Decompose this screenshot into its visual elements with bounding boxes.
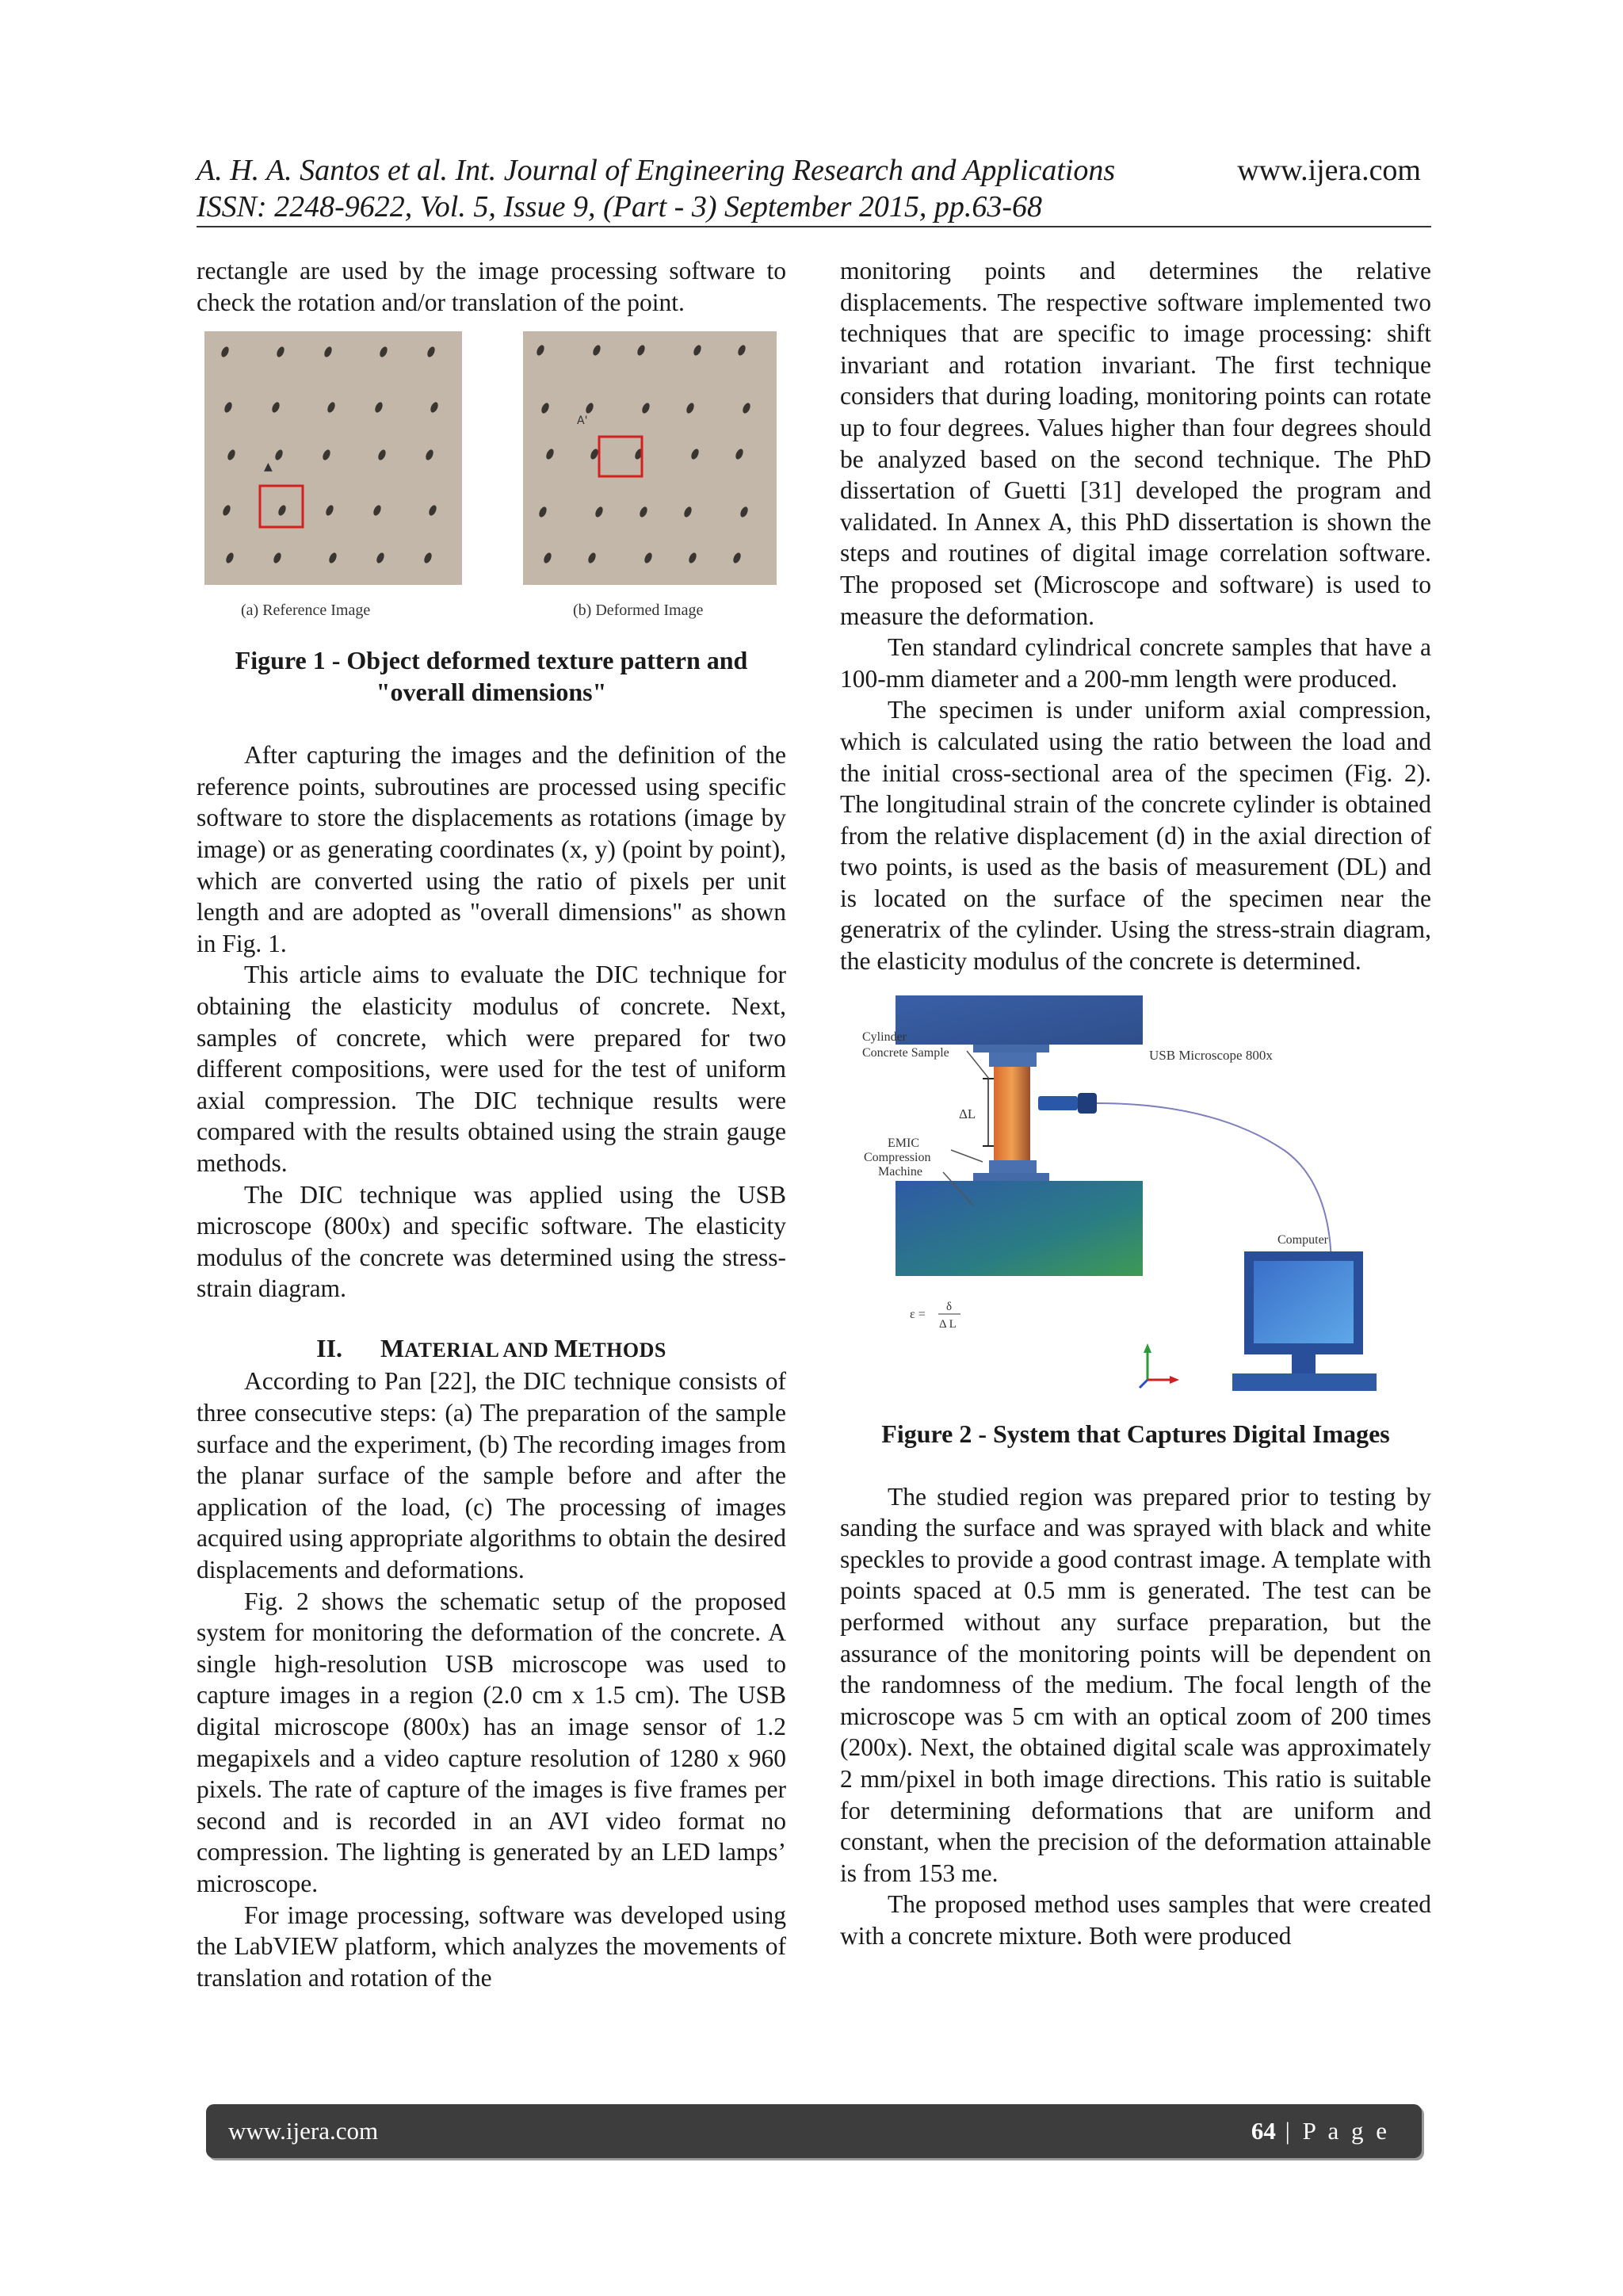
- issn-line: ISSN: 2248-9622, Vol. 5, Issue 9, (Part - 3) September 2015, pp.63-68: [197, 190, 1043, 223]
- subcaption-b: (b) Deformed Image: [573, 602, 704, 620]
- paragraph: According to Pan [22], the DIC technique consists of three consecutive steps: (a) The preparation of the sample surface and the experiment, (b) The recording images from the planar surface of the sample before and after the application of the load, (c) The processing of images acquired using appropriate algorithms to obtain the desired displacements and deformations.: [197, 1367, 786, 1584]
- svg-text:Machine: Machine: [878, 1164, 922, 1179]
- usb-label: USB Microscope 800x: [1149, 1047, 1273, 1063]
- usb-microscope: [1078, 1093, 1097, 1114]
- paragraph: The studied region was prepared prior to testing by sanding the surface and was sprayed with black and white speckles to provide a good contrast image. A template with points spaced at 0.5 mm is generated. The test can be performed without any surface preparation, but the assurance of the monitoring points will be dependent on the randomness of the medium. The focal length of the microscope was 5 cm with an optical zoom of 200 times (200x). Next, the obtained digital scale was approximately 2 mm/pixel in both image directions. This ratio is suitable for determining deformations that are uniform and constant, when the precision of the deformation attainable is from 153 me.: [840, 1482, 1431, 1887]
- page-number: 64 | P a g e: [1251, 2117, 1390, 2145]
- right-column: [840, 255, 1431, 1952]
- left-column: [197, 255, 786, 1993]
- svg-text:Compression: Compression: [864, 1150, 931, 1164]
- delta-l-label: ΔL: [959, 1106, 976, 1121]
- header-website[interactable]: www.ijera.com: [1237, 154, 1421, 187]
- svg-text:δ: δ: [946, 1300, 953, 1313]
- page-footer: [206, 2104, 1422, 2158]
- paragraph: The proposed method uses samples that were created with a concrete mixture. Both were produced: [840, 1890, 1431, 1950]
- paragraph: rectangle are used by the image processing software to check the rotation and/or translation of the point.: [197, 257, 786, 316]
- paragraph: Ten standard cylindrical concrete samples that have a 100-mm diameter and a 200-mm length were produced.: [840, 633, 1431, 693]
- svg-text:EMIC: EMIC: [888, 1136, 919, 1150]
- svg-text:A': A': [577, 415, 588, 428]
- figure-2-caption: Figure 2 - System that Captures Digital Images: [881, 1419, 1390, 1448]
- header-divider: [197, 226, 1431, 227]
- figure-1: [197, 327, 786, 636]
- paragraph: Fig. 2 shows the schematic setup of the proposed system for monitoring the deformation of the concrete. A single high-resolution USB microscope was used to capture images in a region (2.0 cm x 1.5 cm). The USB digital microscope (800x) has an image sensor of 1.2 megapixels and a video capture resolution of 1280 x 960 pixels. The rate of capture of the images is five frames per second and is recorded in an AVI video format no compression. The lighting is generated by an LED lamps’ microscope.: [197, 1587, 786, 1897]
- machine-base: [896, 1181, 1143, 1276]
- svg-text:▲: ▲: [264, 460, 273, 474]
- journal-citation: A. H. A. Santos et al. Int. Journal of Engineering Research and Applications: [197, 154, 1116, 187]
- figure-2-image: [840, 991, 1431, 1404]
- paragraph: This article aims to evaluate the DIC technique for obtaining the elasticity modulus of concrete. Next, samples of concrete, which were prepared for two different compositions, were used for the test of uniform axial compression. The DIC technique results were compared with the results obtained using the strain gauge methods.: [197, 961, 786, 1177]
- paragraph: The DIC technique was applied using the USB microscope (800x) and specific software. The elasticity modulus of the concrete was determined using the stress-strain diagram.: [197, 1180, 786, 1303]
- machine-top-plate: [896, 995, 1143, 1045]
- subcaption-a: (a) Reference Image: [241, 602, 371, 620]
- paragraph: For image processing, software was developed using the LabVIEW platform, which analyzes the movements of translation and rotation of the: [197, 1901, 786, 1992]
- figure-1-image: [197, 327, 786, 636]
- footer-website[interactable]: www.ijera.com: [228, 2117, 379, 2145]
- paragraph: monitoring points and determines the relative displacements. The respective software implemented two techniques that are specific to image processing: shift invariant and rotation invariant. The first technique considers that during loading, monitoring points can rotate up to four degrees. Values higher than four degrees should be analyzed based on the second technique. The PhD dissertation of Guetti [31] developed the program and validated. In Annex A, this PhD dissertation is shown the steps and routines of digital image correlation software. The proposed set (Microscope and software) is used to measure the deformation.: [840, 257, 1431, 630]
- svg-text:ε =: ε =: [910, 1307, 926, 1321]
- section-number: II.: [316, 1333, 343, 1362]
- svg-text:Concrete Sample: Concrete Sample: [862, 1045, 949, 1060]
- svg-text:Cylinder: Cylinder: [862, 1030, 907, 1044]
- reference-image-panel: [204, 331, 462, 585]
- paragraph: After capturing the images and the definition of the reference points, subroutines are processed using specific software to store the displacements as rotations (image by image) or as generating coordinates (x, y) (point by point), which are converted using the ratio of pixels per unit length and are adopted as "overall dimensions" as shown in Fig. 1.: [197, 741, 786, 957]
- paragraph: The specimen is under uniform axial compression, which is calculated using the ratio between the load and the initial cross-sectional area of the specimen (Fig. 2). The longitudinal strain of the concrete cylinder is obtained from the relative displacement (d) in the axial direction of two points, is used as the basis of measurement (DL) and is located on the surface of the specimen near the generatrix of the cylinder. Using the stress-strain diagram, the elasticity modulus of the concrete is determined.: [840, 696, 1431, 976]
- figure-1-caption: Figure 1 - Object deformed texture pattern and "overall dimensions": [235, 646, 748, 707]
- figure-2: [840, 991, 1431, 1404]
- computer-label: Computer: [1277, 1232, 1328, 1247]
- journal-header: [197, 152, 1421, 189]
- concrete-cylinder: [994, 1067, 1030, 1160]
- svg-text:Δ L: Δ L: [939, 1317, 957, 1331]
- section-heading: II. MATERIAL AND METHODS: [316, 1333, 666, 1362]
